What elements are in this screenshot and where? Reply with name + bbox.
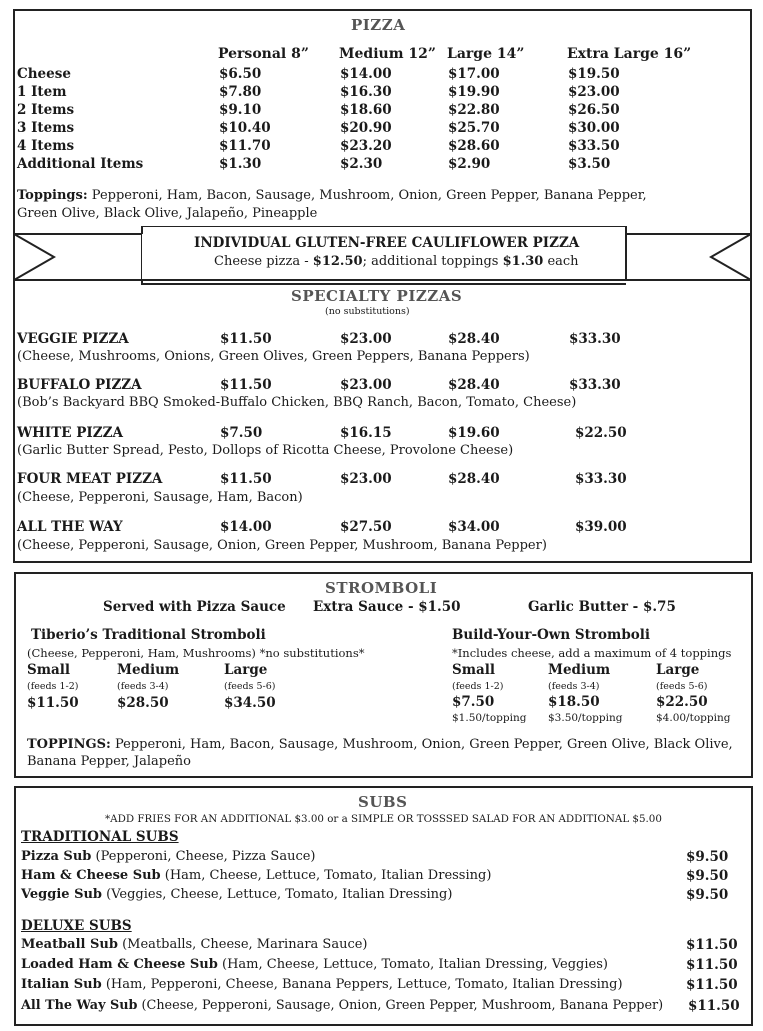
subs-title: SUBS — [358, 793, 408, 811]
served-with: Served with Pizza Sauce — [103, 599, 286, 615]
price: $7.50 — [220, 425, 263, 441]
byo-size-price: $18.50 — [548, 694, 600, 710]
specialty-title: SPECIALTY PIZZAS — [291, 287, 463, 305]
sub-name: Pizza Sub — [21, 849, 92, 864]
sub-line — [21, 957, 608, 972]
sub-desc: (Cheese, Pepperoni, Sausage, Onion, Green Pepper, Mushroom, Banana Pepper) — [137, 998, 664, 1013]
price: $9.10 — [219, 102, 262, 118]
sub-price: $11.50 — [686, 957, 738, 973]
sub-name: All The Way Sub — [21, 998, 138, 1013]
toppings-label: Toppings: — [17, 188, 88, 203]
price: $19.60 — [448, 425, 500, 441]
gluten-free-title: INDIVIDUAL GLUTEN-FREE CAULIFLOWER PIZZA — [194, 235, 580, 251]
specialty-name: VEGGIE PIZZA — [17, 331, 129, 347]
sub-price: $9.50 — [686, 849, 729, 865]
traditional-stromboli-desc: (Cheese, Pepperoni, Ham, Mushrooms) *no substitutions* — [27, 646, 365, 660]
price: $22.50 — [575, 425, 627, 441]
price: $6.50 — [219, 66, 262, 82]
sub-name: Loaded Ham & Cheese Sub — [21, 957, 218, 972]
byo-size-name: Large — [656, 662, 700, 678]
stromboli-toppings-cont: Banana Pepper, Jalapeño — [27, 754, 192, 769]
size-header-large: Large 14” — [447, 46, 525, 62]
byo-size-topping: $4.00/topping — [656, 712, 731, 724]
price: $16.15 — [340, 425, 392, 441]
price: $23.00 — [340, 331, 392, 347]
price: $23.20 — [340, 138, 392, 154]
price: $7.80 — [219, 84, 262, 100]
sub-price: $9.50 — [686, 868, 729, 884]
stromboli-title: STROMBOLI — [325, 579, 438, 597]
price: $25.70 — [448, 120, 500, 136]
price: $17.00 — [448, 66, 500, 82]
price: $16.30 — [340, 84, 392, 100]
strom-size-feeds: (feeds 1-2) — [27, 681, 79, 692]
price: $19.90 — [448, 84, 500, 100]
pizza-row-label: Additional Items — [17, 156, 144, 172]
byo-size-price: $22.50 — [656, 694, 708, 710]
specialty-name: WHITE PIZZA — [17, 425, 123, 441]
sub-desc: (Meatballs, Cheese, Marinara Sauce) — [117, 937, 368, 952]
sub-desc: (Pepperoni, Cheese, Pizza Sauce) — [91, 849, 316, 864]
sub-desc: (Ham, Cheese, Lettuce, Tomato, Italian Dressing, Veggies) — [217, 957, 608, 972]
price: $30.00 — [568, 120, 620, 136]
byo-size-topping: $1.50/topping — [452, 712, 527, 724]
byo-size-name: Small — [452, 662, 496, 678]
price: $34.00 — [448, 519, 500, 535]
sub-line — [21, 937, 368, 952]
size-header-medium: Medium 12” — [339, 46, 436, 62]
strom-size-name: Small — [27, 662, 71, 678]
price: $11.50 — [220, 331, 272, 347]
price: $3.50 — [568, 156, 611, 172]
sub-desc: (Ham, Cheese, Lettuce, Tomato, Italian Dressing) — [160, 868, 492, 883]
price: $18.60 — [340, 102, 392, 118]
price: $27.50 — [340, 519, 392, 535]
byo-size-price: $7.50 — [452, 694, 495, 710]
specialty-desc: (Cheese, Pepperoni, Sausage, Onion, Green Pepper, Mushroom, Banana Pepper) — [17, 538, 547, 553]
price: $33.30 — [569, 377, 621, 393]
price: $28.40 — [448, 331, 500, 347]
strom-size-feeds: (feeds 5-6) — [224, 681, 276, 692]
deluxe-subs-header: DELUXE SUBS — [21, 918, 132, 934]
price: $14.00 — [220, 519, 272, 535]
price: $11.50 — [220, 471, 272, 487]
garlic-butter: Garlic Butter - $.75 — [528, 599, 676, 615]
price: $1.30 — [219, 156, 262, 172]
price: $22.80 — [448, 102, 500, 118]
traditional-stromboli-title: Tiberio’s Traditional Stromboli — [31, 627, 266, 643]
gluten-free-prices — [214, 254, 579, 269]
sub-price: $11.50 — [686, 937, 738, 953]
byo-stromboli-desc: *Includes cheese, add a maximum of 4 toppings — [452, 646, 732, 660]
price: $20.90 — [340, 120, 392, 136]
extra-sauce: Extra Sauce - $1.50 — [313, 599, 461, 615]
gf-cheese-price: $12.50 — [312, 254, 363, 269]
toppings-list: Pepperoni, Ham, Bacon, Sausage, Mushroom, Onion, Green Pepper, Banana Pepper, — [91, 188, 647, 203]
sub-name: Italian Sub — [21, 977, 102, 992]
strom-size-price: $28.50 — [117, 695, 169, 711]
pizza-row-label: 4 Items — [17, 138, 75, 154]
stromboli-toppings-label: TOPPINGS: — [27, 737, 111, 752]
price: $10.40 — [219, 120, 271, 136]
price: $23.00 — [340, 471, 392, 487]
specialty-desc: (Bob’s Backyard BBQ Smoked-Buffalo Chicken, BBQ Ranch, Bacon, Tomato, Cheese) — [17, 395, 577, 410]
sub-line — [21, 849, 316, 864]
price: $2.30 — [340, 156, 383, 172]
sub-line — [21, 977, 623, 992]
specialty-note: (no substitutions) — [325, 306, 410, 317]
sub-line — [21, 998, 663, 1013]
size-header-xl: Extra Large 16” — [567, 46, 692, 62]
byo-size-topping: $3.50/topping — [548, 712, 623, 724]
pizza-toppings — [17, 188, 647, 203]
specialty-name: ALL THE WAY — [17, 519, 123, 535]
strom-size-price: $11.50 — [27, 695, 79, 711]
gf-topping-price: $1.30 — [502, 254, 544, 269]
sub-desc: (Veggies, Cheese, Lettuce, Tomato, Italian Dressing) — [102, 887, 453, 902]
traditional-subs-header: TRADITIONAL SUBS — [21, 829, 179, 845]
strom-size-price: $34.50 — [224, 695, 276, 711]
specialty-name: BUFFALO PIZZA — [17, 377, 142, 393]
stromboli-toppings — [27, 737, 733, 752]
gf-text: ; additional toppings — [362, 254, 503, 269]
subs-note: *ADD FRIES FOR AN ADDITIONAL $3.00 or a SIMPLE OR TOSSSED SALAD FOR AN ADDITIONAL $5.00 — [105, 813, 662, 825]
strom-size-feeds: (feeds 3-4) — [117, 681, 169, 692]
price: $33.30 — [569, 331, 621, 347]
price: $14.00 — [340, 66, 392, 82]
price: $33.50 — [568, 138, 620, 154]
byo-size-feeds: (feeds 1-2) — [452, 681, 504, 692]
strom-size-name: Large — [224, 662, 268, 678]
sub-line — [21, 868, 491, 883]
price: $28.60 — [448, 138, 500, 154]
gf-text: Cheese pizza - — [214, 254, 313, 269]
sub-price: $11.50 — [686, 977, 738, 993]
specialty-name: FOUR MEAT PIZZA — [17, 471, 163, 487]
price: $28.40 — [448, 377, 500, 393]
specialty-desc: (Garlic Butter Spread, Pesto, Dollops of Ricotta Cheese, Provolone Cheese) — [17, 443, 514, 458]
pizza-row-label: 2 Items — [17, 102, 75, 118]
pizza-row-label: Cheese — [17, 66, 71, 82]
price: $23.00 — [568, 84, 620, 100]
price: $28.40 — [448, 471, 500, 487]
size-header-personal: Personal 8” — [218, 46, 309, 62]
price: $23.00 — [340, 377, 392, 393]
specialty-desc: (Cheese, Pepperoni, Sausage, Ham, Bacon) — [17, 490, 303, 505]
gf-text: each — [543, 254, 579, 269]
price: $39.00 — [575, 519, 627, 535]
byo-size-feeds: (feeds 5-6) — [656, 681, 708, 692]
sub-name: Veggie Sub — [21, 887, 103, 902]
sub-name: Ham & Cheese Sub — [21, 868, 161, 883]
price: $2.90 — [448, 156, 491, 172]
byo-size-feeds: (feeds 3-4) — [548, 681, 600, 692]
strom-size-name: Medium — [117, 662, 180, 678]
sub-line — [21, 887, 452, 902]
byo-size-name: Medium — [548, 662, 611, 678]
stromboli-toppings-list: Pepperoni, Ham, Bacon, Sausage, Mushroom, Onion, Green Pepper, Green Olive, Black Olive, — [114, 737, 733, 752]
pizza-title: PIZZA — [351, 16, 406, 34]
pizza-row-label: 1 Item — [17, 84, 67, 100]
price: $19.50 — [568, 66, 620, 82]
sub-price: $11.50 — [688, 998, 740, 1014]
pizza-toppings-cont: Green Olive, Black Olive, Jalapeño, Pineapple — [17, 206, 318, 221]
pizza-row-label: 3 Items — [17, 120, 75, 136]
price: $11.50 — [220, 377, 272, 393]
price: $33.30 — [575, 471, 627, 487]
byo-stromboli-title: Build-Your-Own Stromboli — [452, 627, 651, 643]
specialty-desc: (Cheese, Mushrooms, Onions, Green Olives, Green Peppers, Banana Peppers) — [17, 349, 530, 364]
sub-desc: (Ham, Pepperoni, Cheese, Banana Peppers, Lettuce, Tomato, Italian Dressing) — [101, 977, 623, 992]
price: $11.70 — [219, 138, 271, 154]
sub-name: Meatball Sub — [21, 937, 118, 952]
sub-price: $9.50 — [686, 887, 729, 903]
price: $26.50 — [568, 102, 620, 118]
